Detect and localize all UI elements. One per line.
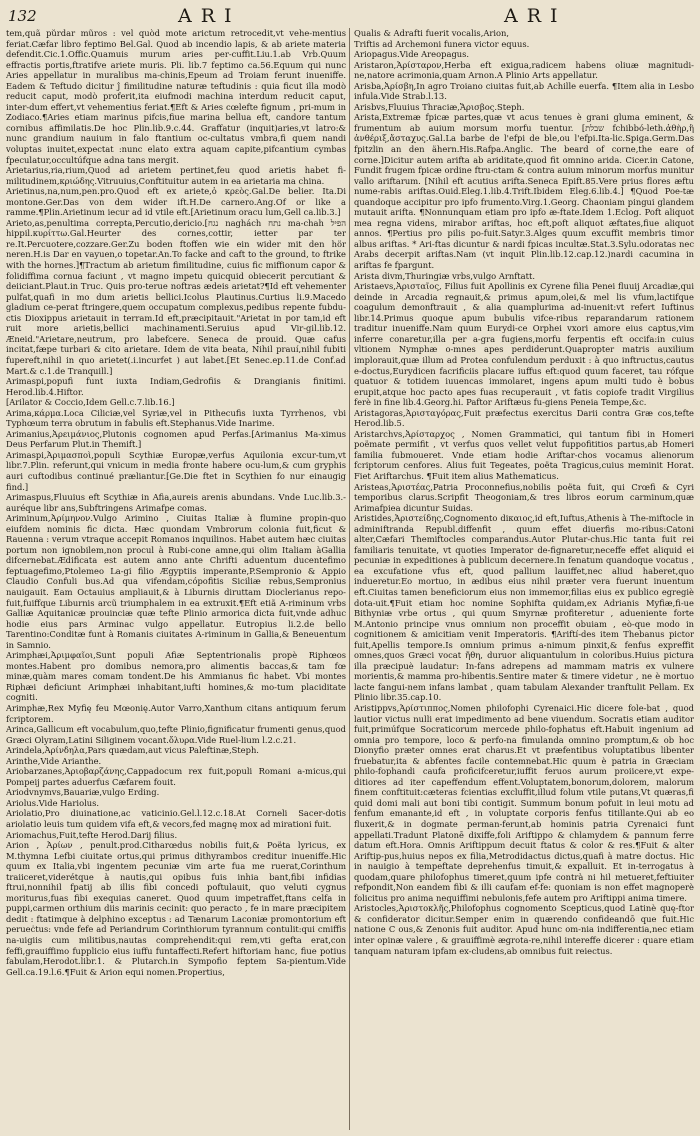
dictionary-entry: Arimaspus,Fluuius eft Scythiæ in Afia,aureis arenis abundans. Vnde Luc.lib.3.- auréque libr ans,Subftringens Arimafpe comas. — [6, 492, 346, 513]
dictionary-entry: Aristippvs,Ἀρίστιππος,Nomen philofophi Cyrenaici.Hic dicere fole-bat , quod lautior victus nulli erat impedimento ad bene viuendum. Socratis etiam auditor fuit,primúfque Socraticorum mercede philo-fophatus eft.Habuit ingenium ad omnia pro tempore, loco & perfo-na fimulanda omnino promptum,& ob hoc Dionyfio præter omnes erat charus.Et vt præfentibus voluptatibus libenter fruebatur,ita & abfentes facile contemnebat.Hic quum è patria in Græciam philo-fophandi caufa proficifceretur,iuffit feruos aurum proiicere,vt expe-ditiores ad iter capeffendum effent.Voluptatem,bonorum,dolorem, malorum finem conftituit:cæteras fcientias excluffit,illud folum vtile putans,Vt quæras,fi quid domi mali aut boni tibi contigit. Summum bonum pofuit in leui motu ad fenfum emanante,id eft , in voluptate corporis fenfus titillante.Qui ab eo fluxerit,& in dogmate perman-ferunt,ab hominis patria Cyrenaici funt appellati.Tradunt Platonē dixiffe,foli Ariftippo & chlamydem & pannum ferre datum eft.Hora. Omnis Ariftippum decuit ftatus & color & res.¶Fuit & alter Ariftip-pus,huius nepos ex filia,Metrodidactus dictus,quafi à matre doctus. Hic in nauigio à tempeftate deprehenfus timuit,& expalluit. Et in-terrogatus à quodam,quare philofophus timeret,quum ipfe contrà ni hil metueret,feftiuiter refpondit,Non eandem fibi & illi caufam ef-fe: quoniam is non effet magnoperè folicitus pro anima nequiffimi nebulonis,fefe autem pro Ariftippi anima timere. — [354, 703, 694, 903]
dictionary-entry: Arimphæ,Rex Myfię feu Mœonię.Autor Varro,Xanthum citans antiquum ferum fcriptorem. — [6, 703, 346, 724]
dictionary-entry: Aristarchvs,Ἀρίσταρχος , Nomen Grammatici, qui tantum fibi in Homeri poëmate permifit , vt verfus quos vellet velut fuppofititios partus,ab Homeri familia fubmoueret. Vnde etiam hodie Ariftar-chos vocamus alienorum fcriptorum cenfores. Alius fuit Tegeates, poëta Tragicus,cuius meminit Horat. Fiet Ariftarchus. ¶Fuit item alius Mathematicus. — [354, 428, 694, 481]
dictionary-entry: Arinca,Gallicum eft vocabulum,quo,tefte Plinio,fignificatur frumenti genus,quod Græci Olyram,Latini Siliginem vocant.ὄλυρα.Vide Ruel-lium l.2.c.21. — [6, 724, 346, 745]
dictionary-entry: Aristaron,Ἀρίσταρον,Herba eft exigua,radicem habens oliuæ magnitudi-ne,natore acrimonia,quam Arnon.A Plinio Arts appellatur. — [354, 59, 694, 81]
dictionary-entry: Ariomachus,Fuit,tefte Herod.Darij filius. — [6, 829, 178, 840]
column-divider — [349, 28, 350, 1130]
dictionary-entry: Aristagoras,Ἀρισταγόρας,Fuit præfectus exercitus Darii contra Græ cos,tefte Herod.lib.5. — [354, 407, 694, 429]
dictionary-entry: Triftis ad Archemoni funera victor equus. — [354, 38, 530, 49]
right-column — [354, 28, 694, 1130]
page-header — [6, 6, 694, 28]
dictionary-entry: [Arilator & Coccio,Idem Gell.c.7.lib.16.] — [6, 397, 175, 408]
dictionary-entry: Arion , Ἀρίων , penult.prod.Citharœdus nobilis fuit,& Poëta lyricus, ex M.thymna Lefbi ciuitate ortus,qui primus dithyrambos creditur inueniffe.Hic quum ex Italia,vbi ingentem pecuniæ vim arte fua me ruerat,Corinthum traiiceret,viderétque à nautis,qui opibus fuis inhia bant,fibi infidias ftrui,nonnihil fpatij ab illis fibi concedi poftulauit, quo veluti cygnus moriturus,fuas fibi exequias caneret. Quod quum impetraffet,ftans celfa in puppi,carmen orthium diis marinis cecinit: quo peracto , fe in mare præcipitem dedit : ftatimque à delphino exceptus : ad Tænarum Laconiæ promontorium eft perueċtus: vnde fefe ad Periandrum Corinthiorum tyrannum contulit:qui cmiffis na-uigiis cum militibus,nautas comprehendit:qui rem,vti gefta erat,con feffi,grauiffimo fupplicio eius iuffu funtaffecti.Refert hiftoriam hanc, fiue potius fabulam,Herodot.libr.1. & Plutarch.in Sympofio feptem Sa-pientum.Vide Gell.ca.19.l.6.¶Fuit & Arion equi nomen.Propertius, — [6, 840, 346, 977]
dictionary-entry: Aristocles,Ἀριστοκλῆς,Philofophus cognomento Scepticus,quod Latinè quę-ftor & confiderator dicitur.Semper enim in quærendo confideandō que fuit.Hic natione C ous,& Zenonis fuit auditor. Apud hunc om-nia indifferentia,nec etiam inter opinæ valere , & grauiffimè ægrota-re,nihil intereffe dicerer : quare etiam tanquam naturam ipfam ex-cludens,ab omnibus fuit reiectus. — [354, 903, 694, 956]
two-column-body — [6, 28, 694, 1130]
dictionary-entry: Arisba,Ἀρίσβη,In agro Troiano ciuitas fuit,ab Achille euerfa. ¶Item alia in Lesbo infula.Vide Strab.l.13. — [354, 80, 694, 102]
dictionary-entry: Ariobarzanes,Ἀριοβαρζάνης,Cappadocum rex fuit,populi Romani a-micus,qui Pompeij partes aduerfus Cæfarem fouit. — [6, 766, 346, 787]
dictionary-entry: Arietinus,na,num,pen.pro.Quod eft ex ariete,ὁ κρεὸς.Gal.De belier. Ita.Di montone.Ger.Das von dem wider ift.H.De carnero.Ang.Of or like a ramme.¶Plin.Arietinum iecur ad id vtile eft.[Arietinum oracu lum,Gell ca.lib.3.] — [6, 186, 346, 218]
dictionary-entry: Ariodvnymvs,Bauariæ,vulgo Erding. — [6, 787, 160, 798]
dictionary-entry: Ariolus.Vide Hariolus. — [6, 797, 100, 808]
running-head-left: ARI — [178, 5, 241, 27]
dictionary-entry: Arista,Extremæ fpicæ partes,quæ vt acus tenues è grani gluma eminent, & frumentum ab auium morsum morfu tuentur. [שבלת fchibbó-leth.ἀθὴρ,ἢ ἀνθέριξ,ἄσταχυς.Gal.La barbe de l'efpi de ble,ou l'efpi.Ita-lic.Spiga.Germ.Das fpitzlin an den ähern.His.Rafpa.Anglic. The beard of corne,the eare of corne.]Dicitur autem arifta ab ariditate,quod fit omnino arida. Cicer.in Catone, Fundit frugem fpicæ ordine ftru-ctam & contra auium minorum morfus munitur vallo ariftarum. [Nihil eft acutius arifta.Seneca Epift.85.Vere prius flores æftu nume-rabis ariftas.Ouid.Eleg.1.lib.4.Trift.Ibidem Eleg.6.lib.4.] ¶Quod Poe-tæ quandoque accipitur pro ipfo frumento.Virg.1.Georg. Chaoniam pingui glandem mutauit arifta. ¶Nonnunquam etiam pro ipfo æ-ftate.Idem 1.Eclog. Poft aliquot mea regna videns, mirabor ariftas, hoc eft,poft aliquot æftates,fiue aliquot annos. ¶Pertius pro pilis po-fuit.Satyr.3.Alges quum excuffit membris timor albus ariftas. * Ari-ftas dicuntur & nardi fpicas incultæ.Stat.3.Sylu.odoratas nec Arabs decerpit ariftas.Nam (vt inquit Plin.lib.12.cap.12.)nardi cacumina in ariftas fe fpargunt. — [354, 112, 694, 271]
dictionary-entry: tem,quã pŭrdar mũros : vel quòd mote arictum retrocedit,vt vehe-mentius feriat.Cæfar libro feptimo Bel.Gal. Quod ab incendio lapis, & ab ariete materia defendit.Cic.1.Offic.Quamuis murum aries per-cuffit.Liu.1.ab Vrb.Quum effractis portis,ftratifve ariete muris. Pli. lib.7 feptimo ca.56.Equum qui nunc Aries appellatur in muralibus ma-chinis,Epeum ad Troiam ferunt inueniffe. Eadem & Teftudo dicitur ĵ fimilitudine naturæ teftudinis : quia ficut illa modò reducit caput, modò proferit,ita eiufmodi machina interdum reducit caput, inter-dum effert,vt vehementius feriat.¶Eft & Aries cœlefte fignum , pri-mum in Zodiaco.¶Aries etiam marinus pifcis,fiue marina bellua eft, candore tantum cornibus affimilatis.De hoc Plin.lib.9.c.44. Graffatur (inquit)aries,vt latro:& nunc grandium nauium in falo ftantium oc-cultatus vmbra,fi quem nandi voluptas inuitet,expectat :nunc elato extra aquam capite,pifcantium cymbas fpeculatur,occultúfque adna tans mergit. — [6, 28, 346, 165]
dictionary-entry: Arietarius,ria,rium,Quod ad arietem pertinet,feu quod arietis habet fi-militudinem,κριώδης.Vitruuius,Conftituitur autem in ea arietaria ma china. — [6, 165, 346, 186]
running-head-right: ARI — [504, 5, 567, 27]
dictionary-entry: Aristides,Ἀριστείδης,Cognomento diκαιος,id eft,Iuftus,Athenis à The-miftocle in adminiftranda Republ.diffenfit , quum effet diuerfis mo-ribus:Catoni alter,Cæfari Themiftocles comparandus.Autor Plutar-chus.Hic tanta fuit rei familiaris tenuitate, vt quoties Imperator de-fignaretur,neceffe effet aliquid ei pecuniæ in expeditiones à publicum decernere.In fenatum quandoque vocatus , ea excufatione vfus eft, quod pallium lauiffet,nec aliud haberet,quo indueretur.Eo mortuo, in ædibus eius nihil præter vera fuerunt inuentum eft.Ciuitas tamen beneficiorum eius non immemor,filias eius ex publico egregiè dota-uit.¶Fuit etiam hoc nomine Sophifta quidam,ex Adrianis Myfiæ,fi-ue Bithyniæ vrbe ortus , qui quum Smyrnæ profiteretur , adueniente forte M.Antonio principe vnus omnium non proceffit obuiam , eò-que modo in cognitionem & amicitiam venit Imperatoris. ¶Ariftí-des item Thebanus pictor fuit,Apellis tempore.Is omnium primus a-nimum pinxit,& fenfus expreffit omnes,quos Græci vocat ἤθη, duruor aliquantulum in coloribus.Huius pictura illa præcipuè laudatur: In-fans adrepens ad mammam matris ex vulnere morientis,& mamma pro-hibentis.Sentire mater & timere videtur , ne è mortuo lacte fangui-nem infans lambat , quam tabulam Alexander tranftulit Pellam. Ex Plinio libr.35.cap.10. — [354, 513, 694, 703]
dictionary-entry: Arieto,as,penultima correpta,Percutio,dericio.[נגח naghách נתח ma-chah הפיל hippil.κυρίττω.Gal.Heurter des cornes,cottir, ietter par ter re.It.Percuotere,cozzare.Ger.Zu boden ftoffen wie ein wider mit den hör neren.H.is Dar en vayuen,o topetar.An.To facke and caft to the ground, to ftrike with the hornes.]¶Tractum ab arietum fimilitudine, cuius fic miffionum capor & folidiffima cornua faciunt , vt magno impetu quicquid obiecerit percutiant & deiiciant.Plaut.in Truc. Quis pro-terue noftras ædeis arietat?¶Id eft vehementer pulfat,quafi in mo dum arietis bellici.Icolus Plautinus.Curtius li.9.Macedo gladium ce-perat ftringere,quem occupatum complexus,pedibus repente fubdu-ctis Dioxippus arietauit in terram.Id eft,præcipitauit."Arietat in por tam,id eft ruit more arietis,bellici machinamenti.Seruius apud Vir-gil.lib.12. Æneid."Arietare,neutrum, pro labefcere. Seneca de prouid. Quæ cafus incitat,fæpe turbari & cito arietare. Idem de vita beata, Nihil prauí,nihil fubiti fupereft,nihil in quo arietet(.i.incurfet ) aut labet.[Et Senec.ep.11.de Conf.ad Mart.& c.1.de Tranquill.] — [6, 217, 346, 376]
dictionary-entry: Arimaspi,Ἀριμασποὶ,populi Scythiæ Europæ,verfus Aquilonia excur-tum,vt libr.7.Plin. referunt,qui vnicum in media fronte habere ocu-lum,& cum gryphis auri cuftodibus continué præliantur.[Ge.Die ftet in Scythien fo nur einaugig find.] — [6, 449, 346, 492]
dictionary-entry: Arima,κάρμα.Loca Ciliciæ,vel Syriæ,vel in Pithecufis iuxta Tyrrhenos, vbi Typhœum terra obrutum in fabulis eft.Stephanus.Vide Inarime. — [6, 407, 346, 429]
dictionary-entry: Aristeas,Ἀριστέας,Patria Proconnefius,nobilis poëta fuit, qui Crœfi & Cyri temporibus clarus.Scripfit Theogoniam,& tres libros eorum carminum,quæ Arimafpiea dicuntur Suidas. — [354, 481, 694, 513]
left-column — [6, 28, 346, 1130]
dictionary-entry: Ariopagus.Vide Areopagus. — [354, 49, 470, 60]
dictionary-entry: Arimaspi,popufi funt iuxta Indiam,Gedrofiis & Drangianis finitimi. Herod.lib.4.Hiftor. — [6, 376, 346, 397]
dictionary-entry: Arisbvs,Fluuius Thraciæ,Ἄρισβος.Steph. — [354, 101, 525, 112]
dictionary-entry: Ariminum,Ἀρίμηνον.Vulgo Arimino , Ciuitas Italiæ à flumine propin-quo eiufdem nominis fic dicta. Hæc quondam Vmbrorum colonia fuit,ficut & Rauenna : verum vtraque accepit Romanos inquilinos. Habet autem hæc ciuitas portum non ignobilem,non procul à Rubi-cone amne,qui olim Italiam àGallia difcernebat.Ædificata est autem anno ante Chrifti aduentum ducentefimo feptuagefimo,Ptolemeo La-gi filio Ægyptiis imperante,P.Sempronio & Appio Claudio Confuli bus.Ad qua vifendam,cópofitis Siciliæ rebus,Sempronius nauigauit. Eam Octauius ampliauit,& à Liburnis diruttam Dioclerianus repo-fuit,fuiffque Liburnis arcũ triumphalem in ea extruxit.¶Eft etiã A-riminum vrbs Galliæ Aquitanicæ prouinciæ quæ tefte Plinio armorica dicta fuit,vnde adhuc hodie eius pars Arminac vulgo appellatur. Eutropius li.2.de bello Tarentino:Conditæ funt à Romanis ciuitates A-riminum in Gallia,& Beneuentum in Samnio. — [6, 513, 346, 650]
dictionary-entry: Arimanius,Ἀρειμάνιος,Plutonis cognomen apud Perfas.[Arimanius Ma-ximus Deus Perfarum Plut.in Themift.] — [6, 428, 346, 450]
page-number: 132 — [8, 7, 37, 25]
dictionary-entry: Arinthe,Vide Arianthe. — [6, 755, 102, 766]
dictionary-entry: Qualis & Adrafti fuerit vocalis,Arion, — [354, 28, 510, 38]
dictionary-entry: Ariolatio,Pro diuinatione,ac vaticinio.Gel.l.12.c.18.At Corneli Sacer-dotis ariolatio leuis tum quidem vifa eft,& vecors,fed magnę mox ad mirationi fuit. — [6, 808, 346, 830]
dictionary-entry: Arista divm,Thuringiæ vrbs,vulgo Arnftatt. — [354, 270, 535, 281]
dictionary-entry: Arindela,Ἀρίνδηλα,Pars quædam,aut vicus Paleftinæ,Steph. — [6, 745, 259, 756]
dictionary-entry: Aristaevs,Ἀρισταῖος, Filius fuit Apollinis ex Cyrene filia Penei fluuij Arcadiæ,qui deinde in Arcadia regnauit,& primus apum,olei,& mel lis vfum,lactifque coagulum demonftrauit , & alia quamplurima ad-inuenit:vt refert Iuftinus libr.14.Primus quoque apum bubulis vifce-ribus reparandarum rationem traditur inueniffe.Nam quum Eurydi-ce Orphei vxori amore eius captus,vim inferre conaretur,illa per a-gra fugiens,morfu ferpentis eft occifa:in cuius vltionem Nymphæ o-mnes apes perdiderunt.Quapropter matris auxilium implorauit,quæ illum ad Protea confulendum perduxit : à quo inftructus,cautus e-doctus,Eurydicen facrificiis placare iuffus eft:quod quum faceret, tau rófque quatuor & totidem iuuencas immolaret, ingens apum multi tudo è bobus erupit,atque hoc pacto apes fuas recuperauit , vt fatis copiofe tradit Virgilius ferè in fine lib.4.Georg.hi. Paftor Ariftæus fu-giens Peneia Tempe,&c. — [354, 281, 694, 408]
dictionary-entry: Arimphæi,Ἀριμφαῖοι,Sunt populi Afiæ Septentrionalis propè Riphœos montes.Habent pro domibus nemora,pro alimentis baccas,& tam fœ minæ,quàm mares comam tondent.De his Ammianus fic habet. Vbi montes Riphæi deficiunt Arimphæi inhabitant,iufti homines,& mo-tum placiditate cogniti. — [6, 650, 346, 703]
